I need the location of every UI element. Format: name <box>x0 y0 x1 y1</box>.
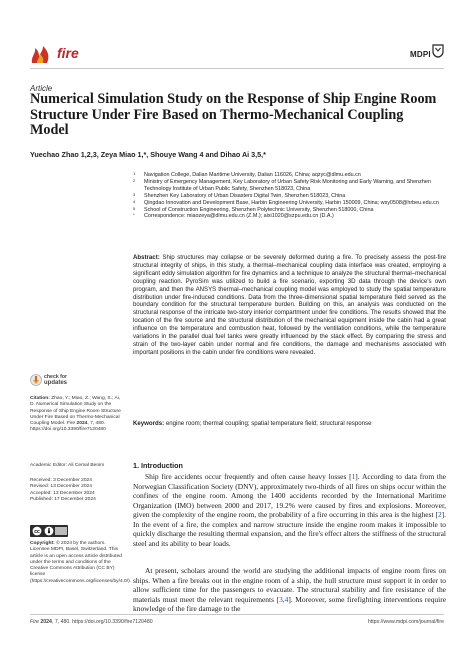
header-divider <box>30 68 444 69</box>
affiliation-text: School of Construction Engineering, Shenzhen Polytechnic University, Shenzhen 518000, China <box>144 206 374 213</box>
footer-citation <box>30 619 153 625</box>
check-updates-line2: updates <box>44 380 68 386</box>
ref-link[interactable]: 3,4 <box>279 594 289 604</box>
abstract <box>133 254 446 357</box>
citation-block <box>30 396 126 434</box>
affiliation-number: 2 <box>133 177 136 183</box>
cc-by-icon <box>30 525 68 537</box>
affiliation-number: 3 <box>133 191 136 197</box>
abstract-label: Abstract: <box>133 254 160 261</box>
copyright-text: © 2024 by the authors. Licensee MDPI, Basel, Switzerland. This article is an open access article distributed under the terms and conditions of the Creative Commons Attribution (CC BY) license (https://creativecommons.org/licenses/by/4.0/). <box>30 541 132 584</box>
p1-text-a: Ship fire accidents occur frequently and often cause heavy losses [ <box>145 472 352 481</box>
keywords-text: engine room; thermal coupling; spatial temperature field; structural response <box>165 420 372 427</box>
intro-paragraph-1 <box>133 472 446 548</box>
accepted-date: Accepted: 13 December 2024 <box>30 490 95 496</box>
footer-journal: Fire <box>30 619 39 625</box>
svg-text:cc: cc <box>34 529 40 535</box>
affiliation-number: * <box>133 212 135 218</box>
check-for-updates-badge[interactable] <box>30 371 110 393</box>
footer-doi[interactable]: , 7, 480. https://doi.org/10.3390/fire7120480 <box>51 619 153 625</box>
footer-divider <box>30 614 444 615</box>
intro-paragraph-2 <box>133 566 446 614</box>
affiliation-number: 4 <box>133 198 136 204</box>
affiliation-number: 5 <box>133 205 136 211</box>
revised-date: Revised: 13 December 2024 <box>30 484 92 490</box>
affiliation-text: Shenzhen Key Laboratory of Urban Disasters Digital Twin, Shenzhen 518023, China <box>144 192 346 199</box>
affiliation-text: Qingdao Innovation and Development Base, Harbin Engineering University, Harbin 150009, China; wsy0508@hrbeu.edu.cn <box>144 199 439 206</box>
section-heading: 1. Introduction <box>133 461 183 470</box>
flame-icon <box>30 44 56 64</box>
ref-link[interactable]: 2 <box>437 510 442 519</box>
citation-year: 2024 <box>76 421 88 427</box>
affiliation-number: 1 <box>133 171 136 176</box>
article-title: Numerical Simulation Study on the Response of Ship Engine Room Structure Under Fire Based on Thermo-Mechanical Coupling Model <box>30 91 437 138</box>
mdpi-shield-icon <box>432 44 444 58</box>
check-updates-icon <box>30 373 42 387</box>
affiliation-text: Ministry of Emergency Management, Key Laboratory of Urban Safety Risk Monitoring and Early Warning, and Shenzhen Technology Institute of Urban Public Safety, Shenzhen 518023, China <box>144 178 431 192</box>
citation-text: Zhao, Y.; Miao, Z.; Wang, S.; Ai, D. Numerical Simulation Study on the Response of Ship Engine Room Structure Under Fire Based on Thermo-Mechanical Coupling Model. <box>30 396 121 427</box>
affiliation-item <box>133 193 448 200</box>
affiliation-item <box>133 213 448 220</box>
p1-text-b: ]. According to data from the Norwegian Classification Society (DNV), approximately two-thirds of all fires on ships occur within the confines of the engine room. Among the 1400 accidents recorded by the International Maritime Organization (IMO) between 2000 and 2017, 19.2% were caused by fires and explosions. Moreover, given the complexity of the engine room, the probability of a fire occurring in this area is the highest [ <box>133 472 446 519</box>
footer-year: 2024 <box>40 619 52 625</box>
article-type: Article <box>30 84 53 93</box>
affiliation-item <box>133 207 448 214</box>
copyright-label: Copyright: <box>30 541 55 546</box>
keywords-label: Keywords: <box>133 420 165 427</box>
academic-editor: Academic Editor: Ali Cemal Benim <box>30 463 105 468</box>
p1-text-c: ]. In the event of a fire, the complex and narrow structure inside the engine room makes it impossible to quickly discharge the resulting thermal expansion, and the fire's effect alters the stiffness of the structural steel and its ability to bear loads. <box>133 510 446 548</box>
citation-doi[interactable]: , 7, 480. https://doi.org/10.3390/fire7120480 <box>30 421 106 433</box>
journal-name: fire <box>57 45 79 61</box>
affiliation-item <box>133 179 448 193</box>
affiliation-item <box>133 172 448 179</box>
keywords <box>133 420 446 427</box>
publisher-logo[interactable] <box>410 44 444 64</box>
p2-text-a: At present, scholars around the world are studying the additional impacts of engine room fires on ships. When a fire breaks out in the engine room of a ship, the hull structure must support it in order to allow sufficient time for the passengers to evacuate. The structural stability and fire resistance of the materials must meet the relevant requirements [ <box>133 566 446 604</box>
check-updates-line1: check for <box>44 374 68 380</box>
footer-journal-url[interactable]: https://www.mdpi.com/journal/fire <box>367 619 444 625</box>
ref-link[interactable]: 1 <box>351 472 356 481</box>
publisher-name: MDPI <box>410 50 431 59</box>
affiliation-item <box>133 200 448 207</box>
cc-by-badge[interactable] <box>30 524 68 536</box>
p2-text-b: ]. Moreover, some firefighting interventions require knowledge of the fire damage to the <box>133 594 446 613</box>
abstract-text: Ship structures may collapse or be severely deformed during a fire. To precisely assess the post-fire structural integrity of ships, in this study, a thermal–mechanical coupling data interface was created, employing a significant eddy simulation algorithm for fire dynamics and a technique to analyze the structural thermal–mechanical coupling reaction. PyroSim was utilized to build a fire scenario, exporting 3D data through the device's own program, and then the ANSYS thermal–mechanical coupling model was employed to study the spatial temperature distribution under fire-induced conditions. Data from the three-dimensional spatial temperature field served as the boundary condition for the structural temperature burden. Building on this, an analysis was conducted on the structural response of the intricate two-story interior compartment under fire conditions. The results showed that the location of the fire source and the structural distribution of the mechanical equipment inside the cabin had a great influence on the temperature and combustion heat, followed by the ventilation conditions, while the temperature variations in the parallel dual fuel tanks were greatly influenced by the stack effect. By comparing the stress and strain of the two-layer cabin under normal and fire conditions, the damage and mechanisms associated with important positions in the cabin under fire conditions were revealed. <box>133 254 446 356</box>
affiliation-list <box>133 172 448 220</box>
citation-journal: Fire <box>66 421 76 427</box>
journal-logo[interactable] <box>30 44 90 64</box>
published-date: Published: 17 December 2024 <box>30 496 96 502</box>
received-date: Received: 3 December 2024 <box>30 478 92 483</box>
citation-label: Citation: <box>30 396 50 401</box>
author-list: Yuechao Zhao 1,2,3, Zeya Miao 1,*, Shouye Wang 4 and Dihao Ai 3,5,* <box>30 150 266 159</box>
affiliation-text: Navigation College, Dalian Maritime University, Dalian 116026, China; aqzyc@dlmu.edu.cn <box>144 172 361 178</box>
affiliation-text: Correspondence: miaozeya@dlmu.edu.cn (Z.M.); aixi1020@szpu.edu.cn (D.A.) <box>144 213 334 220</box>
check-updates-label <box>44 374 67 386</box>
dates-block <box>30 478 126 503</box>
copyright-block <box>30 541 132 585</box>
